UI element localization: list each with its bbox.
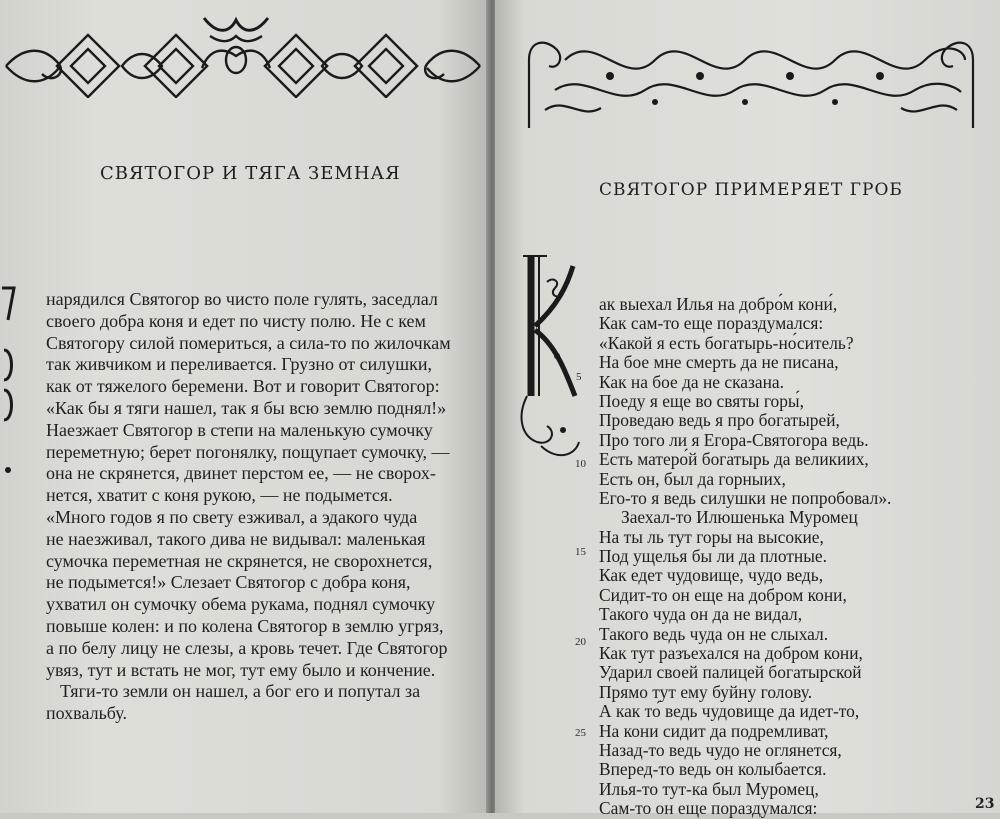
text-line: «Много годов я по свету езживал, а эдакого чуда — [46, 506, 418, 527]
text-line: повыше колен: и по колена Святогор в землю угряз, — [46, 615, 444, 636]
verse-line: Как едет чудовище, чудо ведь, — [599, 565, 824, 586]
text-line: она не скрянется, двинет перстом ее, — не сворох- — [46, 463, 436, 484]
left-page — [0, 0, 488, 813]
text-line: Наезжает Святогор в степи на маленькую сумочку — [46, 419, 433, 440]
left-headpiece-ornament — [4, 6, 482, 98]
right-page-title: СВЯТОГОР ПРИМЕРЯЕТ ГРОБ — [599, 180, 903, 200]
drop-cap-letter — [517, 246, 589, 486]
text-line: похвальбу. — [46, 703, 127, 724]
line-number: 25 — [575, 727, 586, 739]
verse-line: Такого ведь чуда он не слыхал. — [599, 623, 829, 644]
verse-line: На бое мне смерть да не писана, — [599, 352, 839, 373]
left-page-text — [46, 289, 486, 725]
verse-line: Про того ли я Егора-Святогора ведь. — [599, 429, 869, 450]
verse-line: Сидит-то он еще на добром кони, — [599, 584, 847, 605]
text-line: Тяги-то земли он нашел, а бог его и попутал за — [60, 681, 421, 702]
text-line: увяз, тут и встать не мог, тут ему было и кончение. — [46, 659, 436, 680]
text-line: переметную; берет погонялку, пощупает сумочку, — — [46, 441, 450, 462]
verse-line: На ты ль тут горы на высокие, — [599, 526, 824, 547]
text-line: так живчиком и переливается. Грузно от силушки, — [46, 354, 432, 375]
verse-line: Как на бое да не сказана. — [599, 371, 784, 392]
line-number: 10 — [575, 458, 586, 470]
verse-line: Назад-то ведь чудо не оглянется, — [599, 739, 842, 760]
verse-line: Вперед-то ведь он колыбается. — [599, 759, 827, 780]
verse-line: Как сам-то еще пораздумался: — [599, 313, 824, 334]
verse-line: Ударил своей палицей богатырской — [599, 662, 862, 683]
verse-line: Прямо тут ему буйну голову. — [599, 681, 813, 702]
verse-line: Поеду я еще во святы горы́, — [599, 390, 804, 411]
verse-line: Как тут разъехался на добром кони, — [599, 643, 863, 664]
text-line: Святогору силой помериться, а сила-то по жилочкам — [46, 332, 451, 353]
verse-line: Есть матеро́й богатырь да великиих, — [599, 449, 869, 470]
right-page — [495, 0, 1000, 819]
verse-line: Есть он, был да горныих, — [599, 468, 786, 489]
verse-line: Заехал-то Илюшенька Муромец — [621, 507, 858, 528]
verse-line: Его-то я ведь силушки не попробовал». — [599, 487, 892, 508]
text-line: сумочка переметная не скрянется, не сворохнется, — [46, 550, 433, 571]
text-line: а по белу лицу не слезы, а кровь течет. Где Святогор — [46, 637, 448, 658]
right-page-verse — [599, 295, 989, 819]
text-line: нарядился Святогор во чисто поле гулять, заседлал — [46, 289, 438, 309]
verse-line: Сам-то он еще пораздумался: — [599, 798, 818, 819]
text-line: «Как бы я тяги нашел, так я бы всю землю поднял!» — [46, 397, 447, 418]
verse-line: Илья-то тут-ка был Муромец, — [599, 778, 819, 799]
text-line: ухватил он сумочку обема рукама, поднял сумочку — [46, 594, 436, 615]
left-margin-remnant — [0, 280, 18, 480]
line-number: 5 — [576, 371, 582, 383]
text-line: не наезживал, такого дива не видывал: маленькая — [46, 528, 426, 549]
left-page-title: СВЯТОГОР И ТЯГА ЗЕМНАЯ — [100, 163, 401, 184]
line-number: 15 — [575, 546, 586, 558]
verse-line: ак выехал Илья на добро́м кони́, — [599, 294, 838, 314]
verse-line: На кони сидит да подремливат, — [599, 720, 829, 741]
line-number: 20 — [575, 636, 586, 648]
right-headpiece-ornament — [525, 30, 977, 130]
text-line: не подымется!» Слезает Святогор с добра коня, — [46, 572, 411, 593]
text-line: как от тяжелого беремени. Вот и говорит Святогор: — [46, 376, 440, 397]
verse-line: Такого чуда он да не видал, — [599, 604, 803, 625]
text-line: нется, хватит с коня рукою, — не подымется. — [46, 485, 393, 506]
verse-line: «Какой я есть богатырь-но́ситель? — [599, 332, 854, 353]
page-number: 23 — [975, 796, 995, 812]
verse-line: А как то́ ведь чудовище да идет-то, — [599, 701, 860, 722]
verse-line: Под ущелья бы ли да плотные. — [599, 546, 827, 567]
text-line: своего добра коня и едет по чисту полю. Не с кем — [46, 310, 426, 331]
verse-line: Проведаю ведь я про богатырей, — [599, 410, 840, 431]
